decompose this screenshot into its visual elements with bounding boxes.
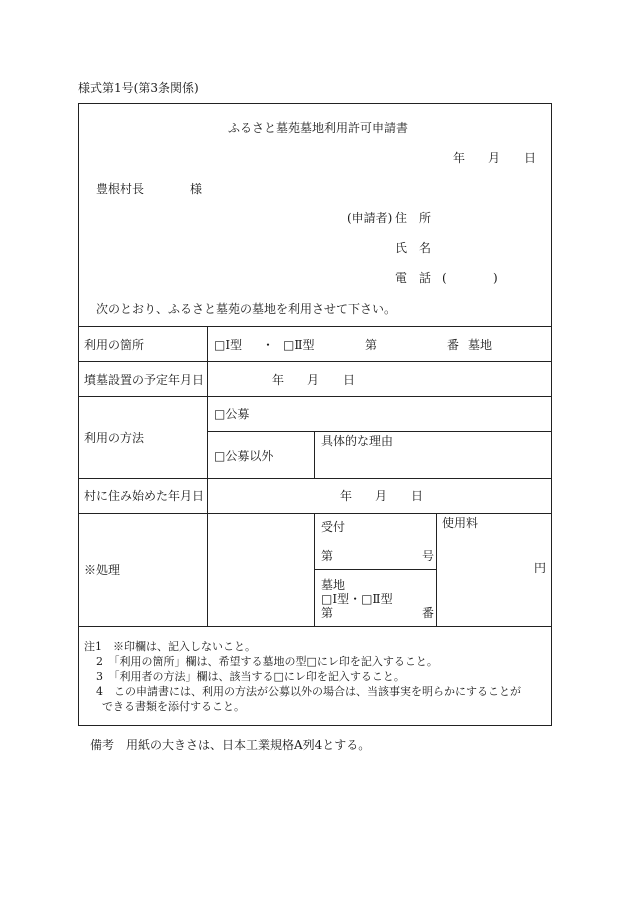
note-4: 4 この申請書には、利用の方法が公募以外の場合は、当該事実を明らかにすることが (96, 685, 521, 698)
type2-checkbox[interactable]: □Ⅱ型 (283, 338, 315, 352)
type-separator: ・ (262, 338, 275, 352)
date-year: 年 (453, 151, 466, 165)
fee-unit: 円 (534, 561, 547, 575)
location-dai: 第 (365, 338, 378, 352)
note-2: 2 「利用の箇所」欄は、希望する墓地の型□にレ印を記入すること。 (96, 655, 438, 668)
processing-label: ※処理 (84, 563, 121, 577)
construction-label: 墳墓設置の予定年月日 (84, 373, 205, 387)
fee-label: 使用料 (442, 516, 479, 530)
receipt-go: 号 (422, 549, 435, 563)
name-label: 氏 名 (395, 241, 432, 255)
receipt-label: 受付 (321, 520, 346, 534)
residence-month: 月 (375, 489, 388, 503)
applicant-prefix: (申請者) (347, 211, 393, 225)
form-title: ふるさと墓苑墓地利用許可申請書 (228, 121, 409, 135)
phone-label: 電 話 (395, 271, 432, 285)
plot-types: □Ⅰ型・□Ⅱ型 (321, 592, 393, 606)
non-public-checkbox[interactable]: □公募以外 (214, 449, 274, 463)
location-ban: 番 (447, 338, 460, 352)
note-4-continued: できる書類を添付すること。 (102, 700, 245, 713)
reason-label: 具体的な理由 (321, 434, 394, 448)
type1-checkbox[interactable]: □Ⅰ型 (214, 338, 243, 352)
method-label: 利用の方法 (84, 431, 145, 445)
addressee-name: 豊根村長 (96, 182, 145, 196)
phone-close-paren: ) (493, 271, 498, 285)
public-checkbox[interactable]: □公募 (214, 407, 250, 421)
location-bochi: 墓地 (468, 338, 493, 352)
construction-year: 年 (272, 373, 285, 387)
residence-day: 日 (411, 489, 424, 503)
plot-ban: 番 (422, 606, 435, 620)
plot-label: 墓地 (321, 578, 346, 592)
note-1: 注1 ※印欄は、記入しないこと。 (84, 640, 256, 653)
remarks: 備考 用紙の大きさは、日本工業規格A列4とする。 (90, 738, 371, 752)
note-3: 3 「利用者の方法」欄は、該当する□にレ印を記入すること。 (96, 670, 405, 683)
addressee-honorific: 様 (190, 182, 203, 196)
residence-label: 村に住み始めた年月日 (84, 489, 205, 503)
date-day: 日 (524, 151, 537, 165)
intro-text: 次のとおり、ふるさと墓苑の墓地を利用させて下さい。 (96, 302, 397, 316)
plot-dai: 第 (321, 606, 334, 620)
address-label: 住 所 (395, 211, 432, 225)
construction-month: 月 (307, 373, 320, 387)
phone-open-paren: ( (442, 271, 447, 285)
residence-year: 年 (340, 489, 353, 503)
location-label: 利用の箇所 (84, 338, 145, 352)
construction-day: 日 (343, 373, 356, 387)
form-number: 様式第1号(第3条関係) (78, 81, 199, 95)
receipt-dai: 第 (321, 549, 334, 563)
date-month: 月 (488, 151, 501, 165)
